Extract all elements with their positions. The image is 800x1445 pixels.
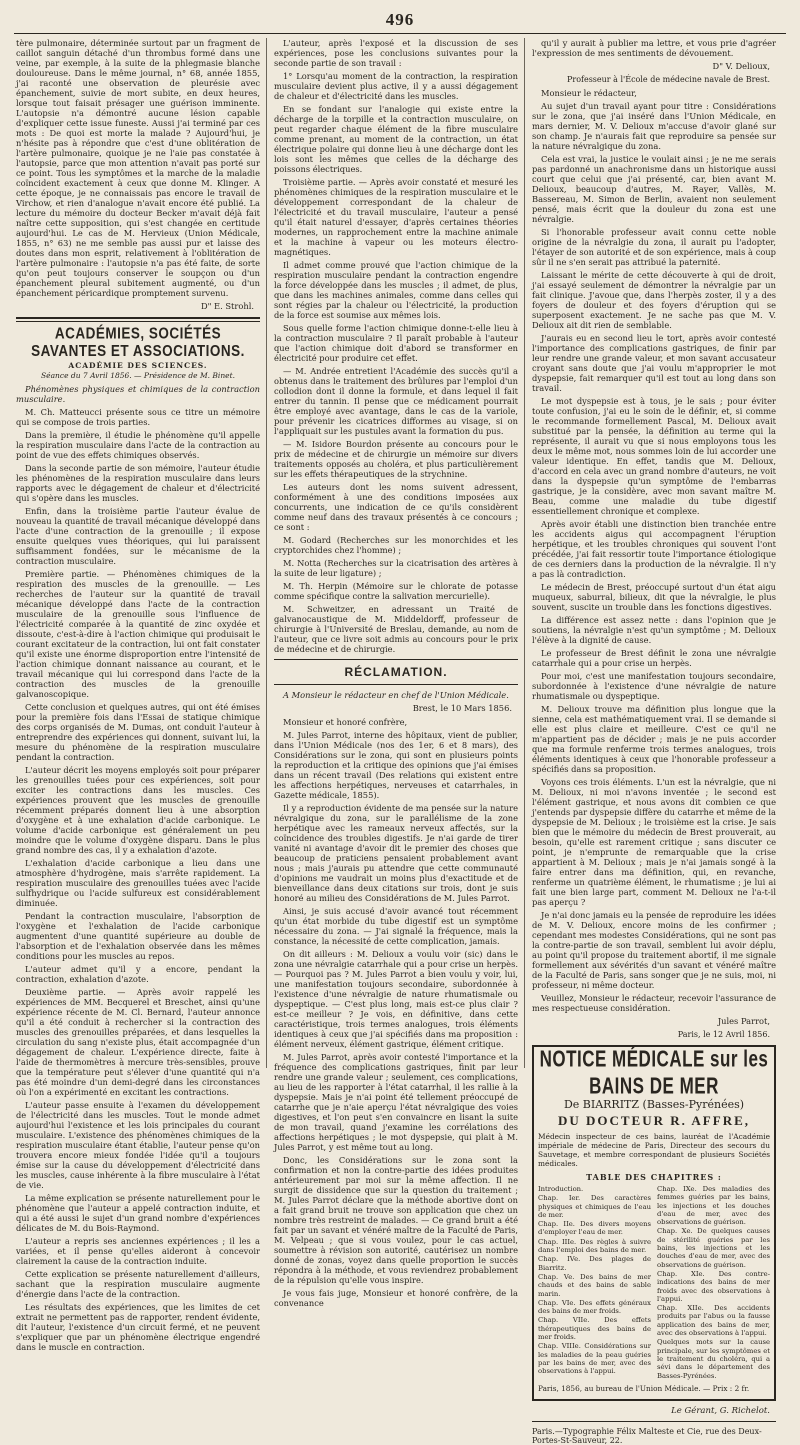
reply-paragraph: Monsieur le rédacteur,: [541, 88, 637, 98]
toc-entry: Chap. Ier. Des caractères physiques et chimiques de l'eau de mer.: [538, 1194, 651, 1219]
toc-left-column: [538, 1185, 651, 1381]
reply-paragraph: Au sujet d'un travail ayant pour titre : Considérations sur le zona, que j'ai inséré dans l'Union Médicale, en mars dernier, M. V. Delioux m'accuse d'avoir glané sur son champ. Je n'aurais fait que reproduire sa pensée sur la nature névralgique du zona.: [532, 101, 776, 151]
notice-title: NOTICE MÉDICALE sur les BAINS DE MER: [539, 1046, 769, 1099]
article-paragraph: L'auteur, après l'exposé et la discussion de ses expériences, pose les conclusions suivantes pour la seconde partie de son travail :: [274, 38, 518, 68]
reply-paragraph: Pour moi, c'est une manifestation toujours secondaire, subordonnée à l'existence d'une névralgie de nature rhumatismale ou dyspeptique.: [532, 671, 776, 701]
toc-entry: Chap. IVe. Des plages de Biarritz.: [538, 1255, 651, 1272]
reply-paragraph: Laissant le mérite de cette découverte à qui de droit, j'ai essayé seulement de démontrer la névralgie par un fait clinique. J'avoue que, dans l'herpès zoster, il y a des foyers de douleur et des foyers d'éruption qui se superposent exactement. Je ne sache pas que M. V. Delioux ait dit rien de semblable.: [532, 270, 776, 330]
signature-delioux: D" V. Delioux,: [712, 61, 770, 71]
column-1: [16, 38, 260, 1352]
article-paragraph: M. Godard (Recherches sur les monorchides et les cryptorchides chez l'homme) ;: [274, 535, 518, 555]
column-2: [274, 38, 518, 1308]
column-divider: [524, 38, 525, 1068]
footer-rule: [532, 1421, 776, 1422]
letter-address: A Monsieur le rédacteur en chef de l'Union Médicale.: [283, 690, 509, 700]
toc-entry: Chap. Ve. Des bains de mer chauds et des bains de sable marin.: [538, 1272, 651, 1298]
toc-title: TABLE DES CHAPITRES :: [586, 1172, 722, 1182]
article-paragraph: M. Ch. Matteucci présente sous ce titre un mémoire qui se compose de trois parties.: [16, 407, 260, 427]
letter-paragraph: On dit ailleurs : M. Delioux a voulu voir (sic) dans le zona une névralgie catarrhale qui a pour crise un herpès. — Pourquoi pas ? M. Jules Parrot a bien voulu y voir, lui, une manifestation toujours secondaire, subordonnée à l'existence d'une névralgie de nature rhumatismale ou dyspeptique. — C'est plus long, mais est-ce plus clair ? est-ce meilleur ? Je vois, en définitive, dans cette caractéristique, trois termes analogues, trois éléments identiques à ceux que j'ai spécifiés dans ma proposition : élément nerveux, élément gastrique, élément critique.: [274, 949, 518, 1049]
notice-author: DU DOCTEUR R. AFFRE,: [557, 1113, 751, 1128]
header-rule: [14, 33, 786, 34]
toc-entry: Chap. XIe. Des contre-indications des bains de mer froids avec des observations à l'appui.: [657, 1269, 770, 1303]
article-paragraph: La même explication se présente naturellement pour le phénomène que l'auteur a appelé contraction induite, et qui a été aussi le sujet d'un grand nombre d'expériences délicates de M. du Bois-Raymond.: [16, 1193, 260, 1233]
reply-paragraph: Le professeur de Brest définit le zona une névralgie catarrhale qui a pour crise un herpès.: [532, 648, 776, 668]
toc-entry: Quelques mots sur la cause principale, sur les symptômes et le traitement du choléra, qui a sévi dans le département des Basses-Pyrénées.: [657, 1338, 770, 1380]
reply-paragraph: J'aurais eu en second lieu le tort, après avoir contesté l'importance des complications gastriques, de finir par leur rendre une grande valeur, et mon savant accusateur croyant sans doute que j'ai voulu m'approprier le mot dyspepsie, fait remarquer qu'il est tout au long dans son travail.: [532, 333, 776, 393]
letter-dateline: Brest, le 10 Mars 1856.: [412, 703, 512, 713]
reply-paragraph: Voyons ces trois éléments. L'un est la névralgie, que ni M. Delioux, ni moi n'avons inventée ; le second est l'élément gastrique, et nous avons dit combien ce que j'entends par dyspepsie diffère du catarrhe et même de la dyspepsie de M. Delioux ; le troisième est la crise. Je sais bien que le mémoire du médecin de Brest prouverait, au besoin, qu'elle est rarement critique ; sans discuter ce point, je n'emprunte de remarquable que la crise appartient à M. Delioux ; mais je n'ai jamais songé à la faire entrer dans ma définition, qui, en revanche, renferme un quatrième élément, le rhumatisme ; je lui ai fait une bien large part, comment M. Delioux ne l'a-t-il pas aperçu ?: [532, 777, 776, 907]
toc-entry: Chap. Xe. De quelques causes de stérilité guéries par les bains, les injections et les douches d'eau de mer, avec des observations de guérison.: [657, 1227, 770, 1269]
table-of-contents: [538, 1185, 770, 1381]
toc-entry: Chap. VIIIe. Considérations sur les maladies de la peau guéries par les bains de mer, avec des observations à l'appui.: [538, 1342, 651, 1376]
gerant-signature: Le Gérant, G. Richelot.: [671, 1405, 770, 1416]
page-number: 496: [385, 10, 415, 29]
article-paragraph: L'auteur décrit les moyens employés soit pour préparer les grenouilles tuées pour ces expériences, soit pour exciter les contractions dans les muscles. Ces expériences prouvent que les muscles de grenouille récemment préparés donnent lieu à une absorption d'oxygène et à une exhalation d'acide carbonique. Le volume d'acide carbonique est généralement un peu moindre que le volume d'oxygène disparu. Dans le plus grand nombre des cas, il y a exhalation d'azote.: [16, 765, 260, 855]
article-paragraph: 1° Lorsqu'au moment de la contraction, la respiration musculaire devient plus active, il y a aussi dégagement de chaleur et d'électricité dans les muscles.: [274, 71, 518, 101]
article-paragraph: Première partie. — Phénomènes chimiques de la respiration des muscles de la grenouille. — Les recherches de l'auteur sur la quantité de travail mécanique développé dans l'acte de la contraction musculaire de la grenouille sous l'influence de l'électricité comparée à la quantité de zinc oxydée et dissoute, c'est-à-dire à l'action chimique qui produisait le courant excitateur de la contraction, lui ont fait constater qu'il existe une énorme disproportion entre l'intensité de l'action chimique donnant naissance au courant, et le travail mécanique qui lui correspond dans l'acte de la contraction des muscles de la grenouille galvanoscopique.: [16, 569, 260, 699]
notice-footer: Paris, 1856, au bureau de l'Union Médicale. — Prix : 2 fr.: [538, 1383, 750, 1393]
reply-paragraph: Le médecin de Brest, préoccupé surtout d'un état aigu muqueux, saburral, bilieux, dit que la névralgie, le plus souvent, suscite un trouble dans les fonctions digestives.: [532, 582, 776, 612]
toc-entry: Chap. IIIe. Des règles à suivre dans l'emploi des bains de mer.: [538, 1237, 651, 1255]
section-title: ACADÉMIES, SOCIÉTÉS SAVANTES ET ASSOCIATIONS.: [31, 324, 245, 360]
toc-entry: Chap. IXe. Des maladies des femmes guéries par les bains, les injections et les douches d'eau de mer, avec des observations de guérison.: [657, 1185, 770, 1227]
article-paragraph: — M. Isidore Bourdon présente au concours pour le prix de médecine et de chirurgie un mémoire sur divers traitements opposés au choléra, et plus particulièrement sur les effets thérapeutiques de la strychnine.: [274, 439, 518, 479]
toc-right-column: [657, 1185, 770, 1381]
article-paragraph: Enfin, dans la troisième partie l'auteur évalue de nouveau la quantité de travail mécanique développé dans l'acte d'une contraction de la grenouille ; il expose ensuite quelques vues théoriques, qui lui paraissent suffisamment fondées, sur le mécanisme de la contraction musculaire.: [16, 506, 260, 566]
reply-paragraph: Cela est vrai, la justice le voulait ainsi ; je ne me serais pas pardonné un anachronisme dans un historique aussi court que celui que j'ai présenté, car, bien avant M. Delioux, beaucoup d'autres, M. Rayer, Vallès, M. Bassereau, M. Simon de Berlin, avaient non seulement pensé, mais écrit que la douleur du zona est une névralgie.: [532, 154, 776, 224]
article-paragraph: Sous quelle forme l'action chimique donne-t-elle lieu à la contraction musculaire ? Il paraît probable à l'auteur que l'action chimique doit d'abord se transformer en électricité pour produire cet effet.: [274, 323, 518, 363]
article-paragraph: Troisième partie. — Après avoir constaté et mesuré les phénomènes chimiques de la respiration musculaire et le développement correspondant de la chaleur de l'électricité et du travail musculaire, l'auteur a pensé qu'il était naturel d'essayer, d'après certaines théories modernes, un rapprochement entre la machine animale et la machine à vapeur ou les moteurs électro-magnétiques.: [274, 177, 518, 257]
signature-parrot: Jules Parrot,: [717, 1016, 770, 1026]
letter-paragraph: Il y a reproduction évidente de ma pensée sur la nature névralgique du zona, sur le parallélisme de la zone herpétique avec les rameaux nerveux affectés, sur la coïncidence des troubles digestifs. Je n'ai garde de tirer vanité ni avantage d'avoir dit le premier des choses que beaucoup de praticiens pensaient probablement avant nous ; mais j'aurais pu attendre que cette communauté d'opinions me vaudrait un moins plus d'exactitude et de bienveillance dans deux citations sur trois, dont je suis honoré au milieu des Considérations de M. Jules Parrot.: [274, 803, 518, 903]
article-paragraph: Cette conclusion et quelques autres, qui ont été émises pour la première fois dans l'Essai de statique chimique des corps organisés de M. Dumas, ont conduit l'auteur à entreprendre des expériences qui donnent, suivant lui, la mesure du phénomène de la respiration musculaire pendant la contraction.: [16, 702, 260, 762]
section-rule: [274, 659, 518, 660]
reply-paragraph: Veuillez, Monsieur le rédacteur, recevoir l'assurance de mes respectueuse considération.: [532, 993, 776, 1013]
column-3: [532, 38, 776, 1445]
reply-paragraph: M. Delioux trouve ma définition plus longue que la sienne, cela est mathématiquement vrai. Il se demande si elle est plus claire et meilleure. C'est ce qu'il ne m'appartient pas de décider ; mais je ne puis accorder que ma formule renferme trois termes analogues, trois éléments identiques à ceux que l'honorable professeur a spécifiés dans sa proposition.: [532, 704, 776, 774]
reply-paragraph: Après avoir établi une distinction bien tranchée entre les accidents aigus qui accompagnent l'éruption herpétique, et les troubles chroniques qui souvent l'ont précédée, j'ai fait ressortir toute l'importance étiologique de ces derniers dans la production de la névralgie. Il n'y a pas là contradiction.: [532, 519, 776, 579]
article-paragraph: M. Notta (Recherches sur la cicatrisation des artères à la suite de leur ligature) ;: [274, 558, 518, 578]
article-paragraph: tère pulmonaire, déterminée surtout par un fragment de caillot sanguin détaché d'un thrombus formé dans une veine, par exemple, à la suite de la phlegmasie blanche douloureuse. Dans le même journal, n° 68, année 1855, j'ai raconté une observation de pleurésie avec épanchement, suivie de mort subite, en deux heures, lorsque tout faisait présager une guérison imminente. L'autopsie n'a démontré aucune lésion capable d'expliquer cette issue funeste. Aussi j'ai terminé par ces mots : De quoi est morte la malade ? Aujourd'hui, je n'hésite pas à répondre que c'est d'une oblitération de l'artère pulmonaire, quoique je ne l'aie pas constatée à l'autopsie, parce que mon attention n'avait pas porté sur ce point. Tous les symptômes et la marche de la maladie coïncident exactement à ceux que donne M. Klinger. A cette époque, je ne connaissais pas encore le travail de Virchow, et rien d'analogue n'avait encore été publié. La lecture du mémoire du docteur Becker m'avait déjà fait naître cette supposition, qui s'est changée en certitude aujourd'hui. Le cas de M. Hervieux (Union Médicale, 1855, n° 63) ne me semble pas aussi pur et laisse des doutes dans mon esprit, relativement à l'oblitération de l'artère pulmonaire : l'autopsie n'a pas été faite, de sorte qu'on peut toujours conserver le soupçon ou d'un épanchement pleural subitement augmenté, ou d'un épanchement péricardique promptement survenu.: [16, 38, 260, 298]
article-paragraph: L'auteur passe ensuite à l'examen du développement de l'électricité dans les muscles. Tout le monde admet aujourd'hui l'existence et les lois principales du courant musculaire. L'existence des phénomènes chimiques de la respiration musculaire étant établie, l'auteur pense qu'on trouvera encore mieux fondée l'idée qu'il a toujours émise sur la cause du développement d'électricité dans les muscles, cause inhérente à la fibre musculaire à l'état de vie.: [16, 1100, 260, 1190]
toc-entry: Chap. XIIe. Des accidents produits par l'abus ou la fausse application des bains de mer, avec des observations à l'appui.: [657, 1304, 770, 1338]
article-paragraph: Il admet comme prouvé que l'action chimique de la respiration musculaire pendant la contraction engendre la force développée dans les muscles ; il admet, de plus, que dans les machines animales, comme dans celles qui sont régies par la chaleur ou l'électricité, la production de la force est soumise aux mêmes lois.: [274, 260, 518, 320]
toc-entry: Introduction.: [538, 1185, 584, 1193]
notice-place: De BIARRITZ (Basses-Pyrénées): [563, 1098, 745, 1111]
article-paragraph: Deuxième partie. — Après avoir rappelé les expériences de MM. Becquerel et Breschet, ainsi qu'une expérience récente de M. Cl. Bernard, l'auteur annonce qu'il a été conduit à rechercher si la contraction des muscles des grenouilles préparées, et dans lesquelles la circulation du sang n'existe plus, était accompagnée d'un dégagement de chaleur. L'expérience directe, faite à l'aide de thermomètres à mercure très-sensibles, prouve que la température peut s'élever d'une quantité qui n'a pas été moindre d'un demi-degré dans les circonstances où l'on a expérimenté en excitant les contractions.: [16, 987, 260, 1097]
double-rule: [16, 317, 260, 322]
section-rule: [274, 684, 518, 685]
session-line: Séance du 7 Avril 1856. — Présidence de M. Binet.: [41, 371, 235, 380]
letter-paragraph: qu'il y aurait à publier ma lettre, et vous prie d'agréer l'expression de mes sentiments de dévouement.: [532, 38, 776, 58]
letter-paragraph: Donc, les Considérations sur le zona sont la confirmation et non la contre-partie des idées produites antérieurement par moi sur la même affection. Il ne surgit de dissidence que sur la question du traitement ; M. Jules Parrot déclare que la méthode abortive dont on a fait grand bruit ne trouve son application que chez un nombre très restreint de malades. — Ce grand bruit a été fait par un savant et vénéré maître de la Faculté de Paris, M. Velpeau ; que si vous voulez, pour le cas actuel, soumettre à révision son autorité, cautérisez un nombre donné de zonas, voyez dans quelle proportion le succès répondra à la méthode, et vous reviendrez probablement de la répulsion qu'elle vous inspire.: [274, 1155, 518, 1285]
notice-advertisement: [532, 1045, 776, 1401]
letter-paragraph: M. Jules Parrot, interne des hôpitaux, vient de publier, dans l'Union Médicale (nos des 1er, 6 et 8 mars), des Considérations sur le zona, qui sont en plusieurs points la reproduction et la critique des opinions que j'ai émises dans un récent travail (Des relations qui existent entre les affections herpétiques, nerveuses et catarrhales, in Gazette médicale, 1855).: [274, 730, 518, 800]
article-paragraph: M. Th. Herpin (Mémoire sur le chlorate de potasse comme spécifique contre la salivation mercurielle).: [274, 581, 518, 601]
article-paragraph: L'auteur a repris ses anciennes expériences ; il les a variées, et il pense qu'elles aideront à concevoir clairement la cause de la contraction induite.: [16, 1236, 260, 1266]
article-paragraph: M. Schweitzer, en adressant un Traité de galvanocaustique de M. Middeldorff, professeur de chirurgie à l'Université de Breslau, demande, au nom de l'auteur, que ce livre soit admis au concours pour le prix de médecine et de chirurgie.: [274, 604, 518, 654]
letter-paragraph: Monsieur et honoré confrère,: [283, 717, 408, 727]
reclamation-title: RÉCLAMATION.: [344, 665, 448, 679]
article-paragraph: Pendant la contraction musculaire, l'absorption de l'oxygène et l'exhalation de l'acide carbonique augmentent d'une quantité supérieure au double de l'absorption et de l'exhalation observée dans les mêmes conditions pour les muscles au repos.: [16, 911, 260, 961]
reply-paragraph: Le mot dyspepsie est à tous, je le sais ; pour éviter toute confusion, j'ai eu le soin de le définir, et, si comme le recommande formellement Pascal, M. Delioux avait substitué par la pensée, la définition au terme qui la représente, il aurait vu que si nous employons tous les deux le même mot, nous sommes loin de lui accorder une valeur identique. En effet, tandis que M. Delioux, d'accord en cela avec un grand nombre d'auteurs, ne voit dans la dyspepsie qu'un symptôme de l'embarras gastrique, je la considère, avec mon savant maître M. Beau, comme une maladie du tube digestif essentiellement chronique et complexe.: [532, 396, 776, 516]
toc-entry: Chap. VIe. Des effets généraux des bains de mer froids.: [538, 1298, 651, 1316]
letter-paragraph: M. Jules Parrot, après avoir contesté l'importance et la fréquence des complications gastriques, finit par leur rendre une grande valeur ; seulement, ces complications, au lieu de les rapporter à l'état catarrhal, il les rallie à la dyspepsie. Mais je n'ai point été tellement préoccupé de catarrhe que je n'aie aperçu l'état névralgique des voies digestives, et l'on peut s'en convaincre en lisant la suite de mon travail, quand j'examine les corrélations des affections herpétiques ; le mot dyspepsie, qui plait à M. Jules Parrot, y est même tout au long.: [274, 1052, 518, 1152]
letter-paragraph: Ainsi, je suis accusé d'avoir avancé tout récemment qu'un état morbide du tube digestif est un symptôme nécessaire du zona. — J'ai signalé la fréquence, mais la constance, la nécessité de cette complication, jamais.: [274, 906, 518, 946]
toc-entry: Chap. IIe. Des divers moyens d'employer l'eau de mer.: [538, 1220, 651, 1237]
article-paragraph: Dans la seconde partie de son mémoire, l'auteur étudie les phénomènes de la respiration musculaire dans leurs rapports avec le dégagement de chaleur et d'électricité qui s'opère dans les muscles.: [16, 463, 260, 503]
article-paragraph: Les auteurs dont les noms suivent adressent, conformément à une des conditions imposées aux concurrents, une indication de ce qu'ils considèrent comme neuf dans des travaux présentés à ce concours ; ce sont :: [274, 482, 518, 532]
academy-title: ACADÉMIE DES SCIENCES.: [68, 361, 208, 370]
article-paragraph: Les résultats des expériences, que les limites de cet extrait ne permettent pas de rapporter, rendent évidente, dit l'auteur, l'existence d'un circuit fermé, et ne peuvent s'expliquer que par un phénomène électrique engendré dans le muscle en contraction.: [16, 1302, 260, 1352]
signature-strohl: D" E. Strohl.: [200, 301, 254, 311]
toc-entry: Chap. VIIe. Des effets thérapeutiques des bains de mer froids.: [538, 1316, 651, 1342]
article-paragraph: Dans la première, il étudie le phénomène qu'il appelle la respiration musculaire dans l'acte de la contraction au point de vue des effets chimiques observés.: [16, 430, 260, 460]
signature-title: Professeur à l'École de médecine navale de Brest.: [566, 75, 770, 84]
article-paragraph: L'auteur admet qu'il y a encore, pendant la contraction, exhalation d'azote.: [16, 964, 260, 984]
printer-line: Paris.—Typographie Félix Malteste et Cie, rue des Deux-Portes-St-Sauveur, 22.: [532, 1426, 762, 1445]
notice-description: Médecin inspecteur de ces bains, lauréat de l'Académie impériale de médecine de Paris, Directeur des secours du Sauvetage, et membre correspondant de plusieurs Sociétés médicales.: [538, 1132, 770, 1168]
reply-paragraph: Je n'ai donc jamais eu la pensée de reproduire les idées de M. V. Delioux, encore moins de les confirmer ; cependant mes modestes Considérations, qui ne sont pas la contre-partie de son travail, semblent lui avoir déplu, au point qu'il propose du traitement abortif, il me signale formellement aux sévérités d'un savant et vénéré maître de la Faculté de Paris, sans songer que je ne suis, moi, ni professeur, ni même docteur.: [532, 910, 776, 990]
signature-date: Paris, le 12 Avril 1856.: [677, 1030, 770, 1039]
article-paragraph: En se fondant sur l'analogie qui existe entre la décharge de la torpille et la contraction musculaire, on peut regarder chaque élément de la fibre musculaire comme prenant, au moment de la contraction, un état électrique polaire qui donne lieu à une décharge dont les lois sont les mêmes que celles de la décharge des poissons électriques.: [274, 104, 518, 174]
reply-paragraph: La différence est assez nette : dans l'opinion que je soutiens, la névralgie n'est qu'un symptôme ; M. Delioux l'élève à la dignité de cause.: [532, 615, 776, 645]
article-paragraph: L'exhalation d'acide carbonique a lieu dans une atmosphère d'hydrogène, mais s'arrête rapidement. La respiration musculaire des grenouilles tuées avec l'acide sulfhydrique ou l'acide sulfureux est considérablement diminuée.: [16, 858, 260, 908]
article-paragraph: Phénomènes physiques et chimiques de la contraction musculaire.: [16, 384, 260, 404]
reply-paragraph: Si l'honorable professeur avait connu cette noble origine de la névralgie du zona, il aurait pu l'adopter, l'étayer de son autorité et de son expérience, mais à coup sûr il ne s'en serait pas attribué la paternité.: [532, 227, 776, 267]
article-paragraph: Cette explication se présente naturellement d'ailleurs, sachant que la respiration musculaire augmente d'énergie dans l'acte de la contraction.: [16, 1269, 260, 1299]
letter-paragraph: Je vous fais juge, Monsieur et honoré confrère, de la convenance: [274, 1288, 518, 1308]
article-paragraph: — M. Andrée entretient l'Académie des succès qu'il a obtenus dans le traitement des brûlures par l'emploi d'un collodion dont il donne la formule, et dans lequel il fait entrer du tannin. Il pense que ce médicament pourrait être employé avec avantage, dans le cas de la variole, pour prévenir les cicatrices difformes au visage, si on l'appliquait sur les pustules avant la formation du pus.: [274, 366, 518, 436]
column-divider: [266, 38, 267, 1068]
